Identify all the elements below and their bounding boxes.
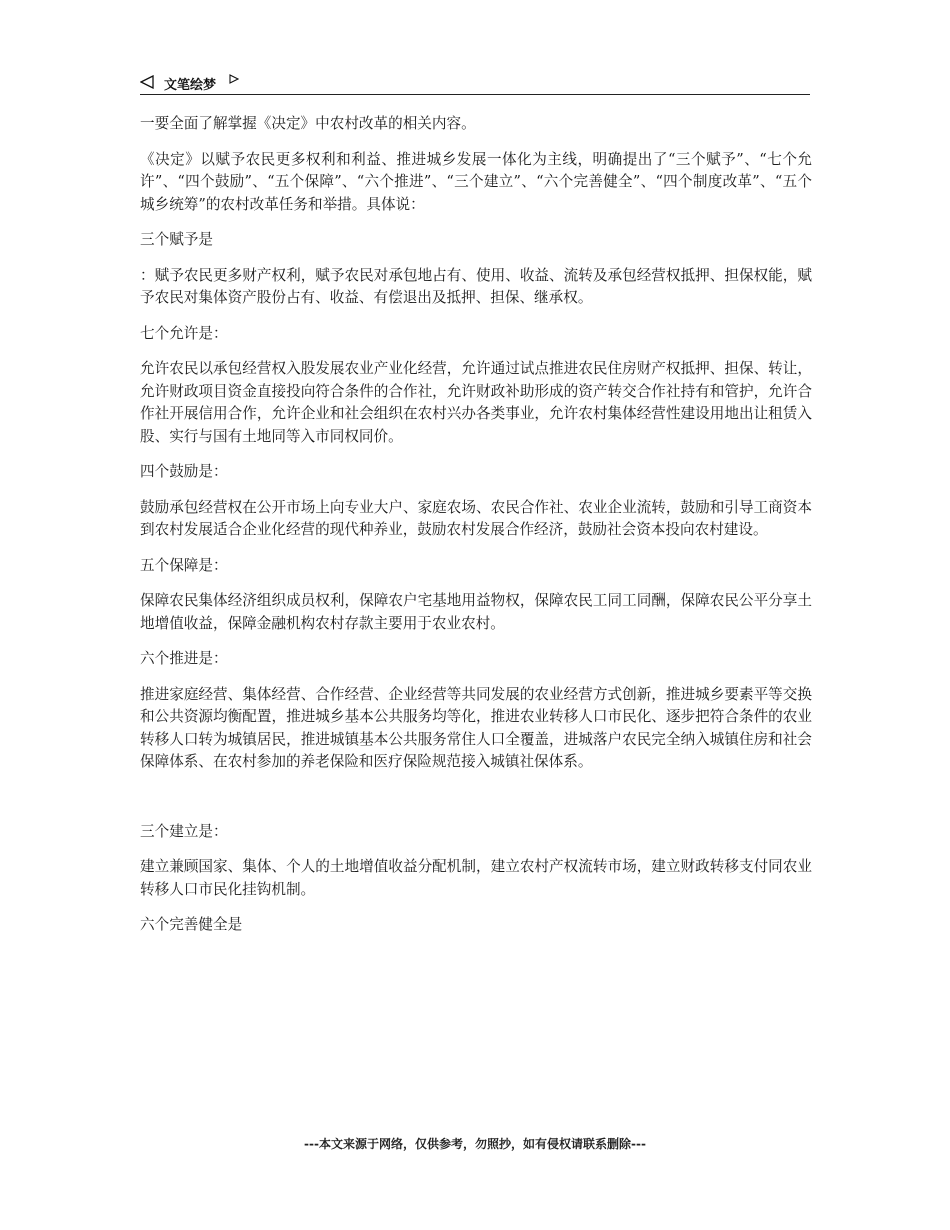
paragraph-four-encouragements: 鼓励承包经营权在公开市场上向专业大户、家庭农场、农民合作社、农业企业流转，鼓励和引导工商资本到农村发展适合企业化经营的现代种养业，鼓励农村发展合作经济，鼓励社会资本投向农村建设。 (140, 498, 812, 538)
footer-notice: ---本文来源于网络，仅供参考，勿照抄，如有侵权请联系删除--- (304, 1137, 646, 1151)
paragraph-three-grants: ：赋予农民更多财产权利，赋予农民对承包地占有、使用、收益、流转及承包经营权抵押、担保权能，赋予农民对集体资产股份占有、收益、有偿退出及抵押、担保、继承权。 (140, 266, 812, 306)
paragraph-three-establishments: 建立兼顾国家、集体、个人的土地增值收益分配机制，建立农村产权流转市场，建立财政转移支付同农业转移人口市民化挂钩机制。 (140, 858, 812, 898)
paragraph-seven-permits: 允许农民以承包经营权入股发展农业产业化经营，允许通过试点推进农民住房财产权抵押、担保、转让，允许财政项目资金直接投向符合条件的合作社，允许财政补助形成的资产转交合作社持有和管护，允许合作社开展信用合作，允许企业和社会组织在农村兴办各类事业，允许农村集体经营性建设用地出让租赁入股、实行与国有土地同等入市同权同价。 (140, 360, 812, 445)
heading-four-encouragements: 四个鼓励是： (140, 463, 228, 480)
heading-five-guarantees: 五个保障是： (140, 556, 228, 574)
heading-three-establishments: 三个建立是： (140, 822, 228, 840)
brand-name: 文笔绘梦 (164, 78, 217, 93)
heading-six-improvements: 六个完善健全是 (140, 916, 243, 933)
heading-six-promotions: 六个推进是： (140, 650, 228, 667)
triangle-left-icon (140, 75, 154, 89)
triangle-right-icon (229, 74, 239, 84)
paragraph-overview: 《决定》以赋予农民更多权利和利益、推进城乡发展一体化为主线，明确提出了“三个赋予”、“七个允许”、“四个鼓励”、“五个保障”、“六个推进”、“三个建立”、“六个完善健全”、“四个制度改革”、“五个城乡统筹”的农村改革任务和举措。具体说： (140, 150, 812, 213)
heading-seven-permits: 七个允许是： (140, 324, 228, 342)
paragraph-intro: 一要全面了解掌握《决定》中农村改革的相关内容。 (140, 115, 476, 132)
document-body (140, 113, 812, 950)
heading-three-grants: 三个赋予是 (140, 231, 213, 248)
paragraph-five-guarantees: 保障农民集体经济组织成员权利，保障农户宅基地用益物权，保障农民工同工同酬，保障农民公平分享土地增值收益，保障金融机构农村存款主要用于农业农村。 (140, 592, 812, 632)
page-header (140, 72, 810, 95)
paragraph-six-promotions: 推进家庭经营、集体经营、合作经营、企业经营等共同发展的农业经营方式创新，推进城乡要素平等交换和公共资源均衡配置，推进城乡基本公共服务均等化，推进农业转移人口市民化、逐步把符合条件的农业转移人口转为城镇居民，推进城镇基本公共服务常住人口全覆盖，进城落户农民完全纳入城镇住房和社会保障体系、在农村参加的养老保险和医疗保险规范接入城镇社保体系。 (140, 685, 812, 770)
blank-space (140, 787, 812, 821)
